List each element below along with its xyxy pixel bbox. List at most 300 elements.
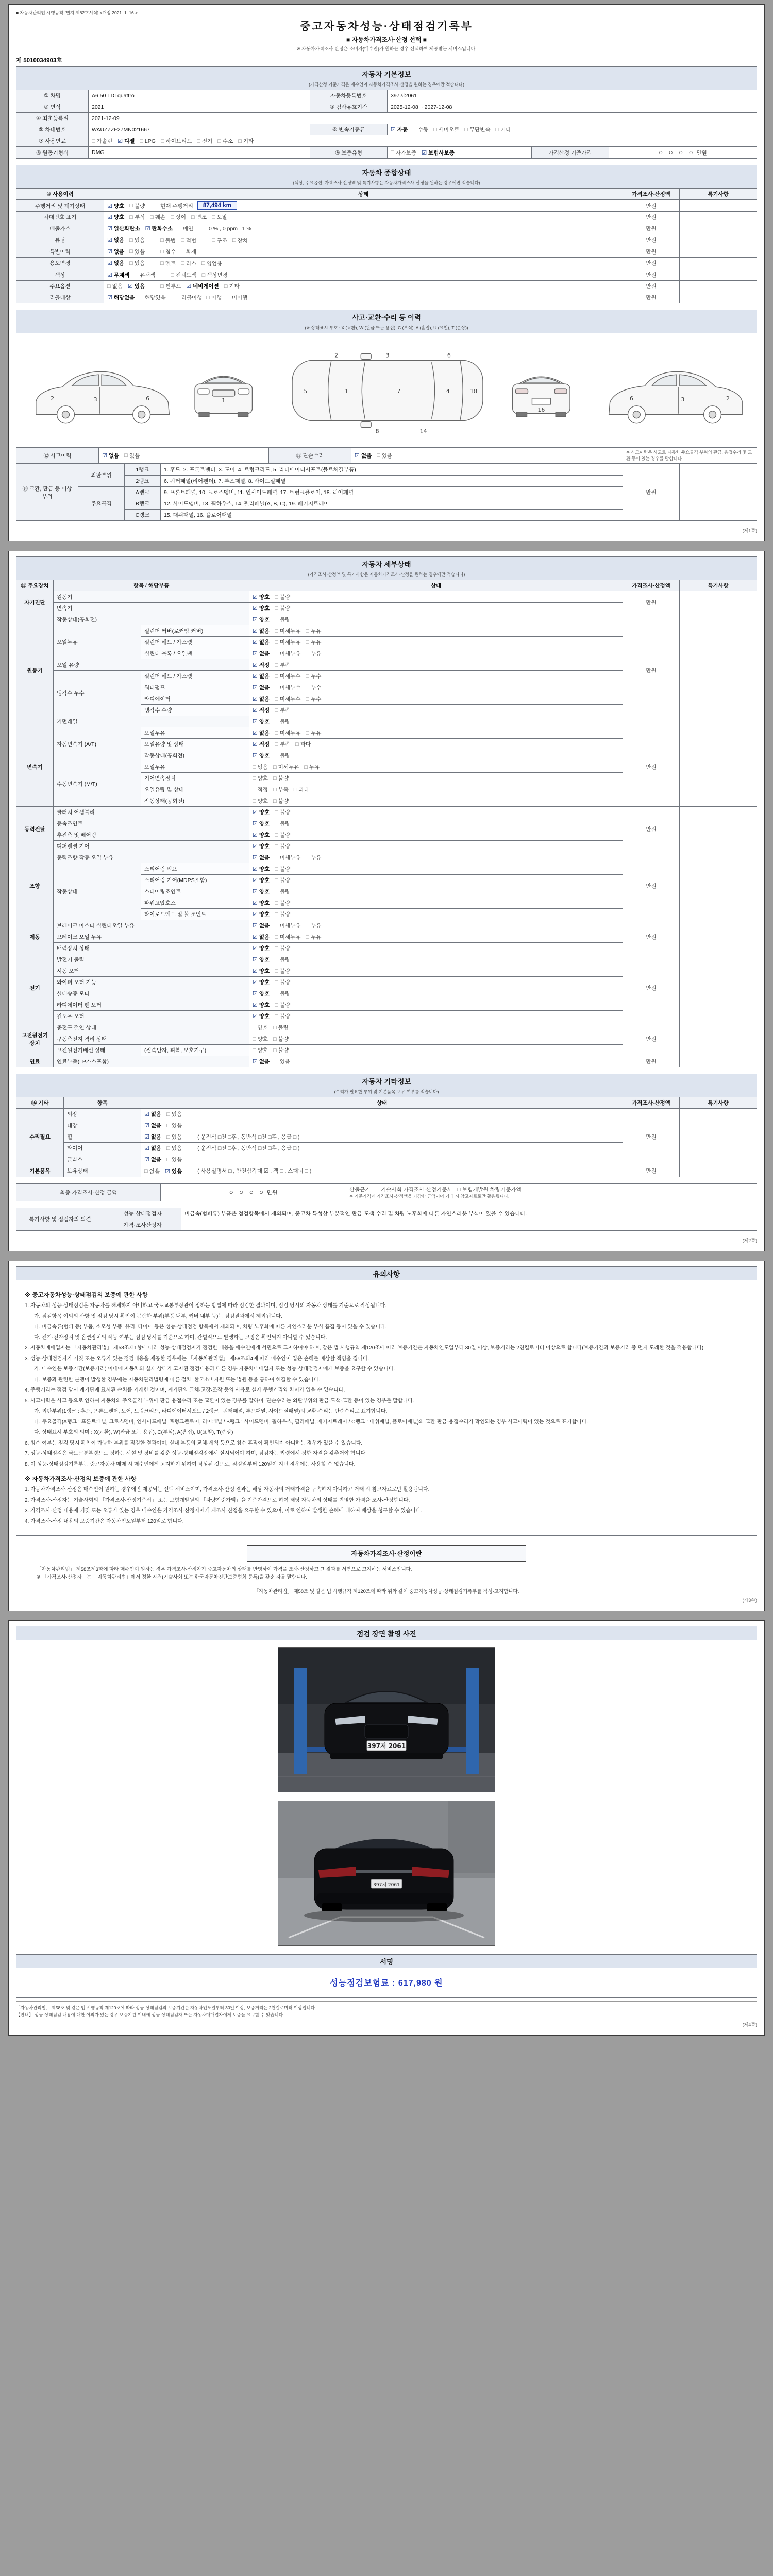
- checkbox-label: 없음: [150, 1157, 162, 1163]
- checkbox-option[interactable]: [140, 294, 165, 301]
- checkbox-option[interactable]: [129, 236, 145, 244]
- checkbox-option[interactable]: [212, 236, 227, 244]
- checkbox-option[interactable]: [275, 865, 290, 873]
- checkbox-option[interactable]: [253, 899, 270, 907]
- option-group: [253, 774, 294, 782]
- checkbox-option[interactable]: [224, 282, 240, 290]
- checkbox-label: 전기: [201, 138, 213, 144]
- pricing-definition-lines: [37, 1566, 736, 1581]
- checkbox-option[interactable]: [275, 638, 300, 646]
- checkbox-option[interactable]: [275, 842, 290, 850]
- detail-row: [16, 727, 757, 739]
- price-cell: 만원: [623, 1022, 680, 1056]
- checkbox-option[interactable]: [253, 808, 270, 816]
- checkbox-option[interactable]: [253, 956, 270, 963]
- checkbox-option[interactable]: [253, 933, 270, 941]
- checkbox-option[interactable]: [212, 213, 227, 221]
- checkbox-label: 미세누유: [279, 628, 301, 634]
- option-group: [160, 260, 227, 267]
- checkbox-option[interactable]: [107, 236, 124, 244]
- notice-line: 4. 가격조사·산정 내용의 보증기간은 자동차인도일부터 120일로 합니다.: [25, 1518, 184, 1524]
- checkbox-option[interactable]: [253, 820, 270, 827]
- field-label-warranty: ⑨ 보증유형: [310, 147, 388, 159]
- etc-group-label: 수리필요: [16, 1109, 64, 1165]
- note-cell: [680, 852, 757, 920]
- checkbox-option[interactable]: [253, 1024, 268, 1031]
- checkbox-icon: ☑: [253, 855, 258, 861]
- checkbox-option[interactable]: [202, 271, 228, 279]
- checkbox-option[interactable]: [275, 661, 290, 669]
- checkbox-label: LPG: [144, 138, 156, 144]
- option-group: [253, 967, 295, 975]
- option-group: [253, 831, 295, 839]
- checkbox-option[interactable]: [273, 1035, 289, 1043]
- checkbox-option[interactable]: [217, 137, 233, 145]
- checkbox-icon: □: [166, 1145, 170, 1151]
- checkbox-option[interactable]: [171, 213, 186, 221]
- checkbox-option[interactable]: [144, 1167, 160, 1175]
- checkbox-option[interactable]: [253, 865, 270, 873]
- checkbox-label: 디젤: [124, 138, 135, 144]
- checkbox-option[interactable]: [306, 672, 321, 680]
- detail-item-label: 추진축 및 베어링: [54, 829, 249, 841]
- detail-item-label: 등속조인트: [54, 818, 249, 829]
- checkbox-option[interactable]: [253, 922, 270, 929]
- checkbox-option[interactable]: [129, 202, 145, 210]
- checkbox-label: 변조: [196, 214, 207, 221]
- checkbox-option[interactable]: [253, 842, 270, 850]
- detail-state-table: [16, 580, 757, 1067]
- svg-text:6: 6: [629, 395, 633, 402]
- summary-item-state: [104, 258, 623, 269]
- checkbox-option[interactable]: [275, 876, 290, 884]
- checkbox-icon: □: [457, 1186, 461, 1193]
- checkbox-option[interactable]: [413, 126, 428, 133]
- checkbox-option[interactable]: [166, 1156, 182, 1163]
- checkbox-option[interactable]: [253, 627, 270, 635]
- checkbox-option[interactable]: [253, 661, 270, 669]
- section-header-accident: [16, 310, 757, 333]
- checkbox-option[interactable]: [166, 1122, 182, 1129]
- opinions-label: 특기사항 및 점검자의 의견: [16, 1208, 104, 1231]
- checkbox-option[interactable]: [107, 294, 135, 301]
- checkbox-option[interactable]: [124, 452, 140, 460]
- checkbox-option[interactable]: [107, 213, 124, 221]
- checkbox-icon: ☑: [422, 149, 427, 156]
- checkbox-option[interactable]: [275, 967, 290, 975]
- price-cell: 만원: [623, 920, 680, 954]
- checkbox-option[interactable]: [253, 616, 270, 623]
- checkbox-option[interactable]: [160, 260, 176, 267]
- checkbox-option[interactable]: [186, 282, 219, 290]
- checkbox-icon: □: [201, 272, 206, 278]
- checkbox-option[interactable]: [144, 1110, 161, 1118]
- checkbox-option[interactable]: [253, 672, 270, 680]
- option-group: [144, 1110, 187, 1118]
- checkbox-icon: □: [275, 922, 278, 929]
- checkbox-option[interactable]: [253, 910, 270, 918]
- checkbox-option[interactable]: [253, 650, 270, 657]
- checkbox-option[interactable]: [253, 604, 270, 612]
- checkbox-option[interactable]: [117, 137, 135, 145]
- checkbox-option[interactable]: [275, 729, 300, 737]
- checkbox-icon: □: [413, 126, 416, 133]
- checkbox-icon: □: [391, 149, 394, 156]
- checkbox-option[interactable]: [306, 922, 321, 929]
- option-group: [253, 990, 295, 997]
- basic-row-name: [16, 90, 757, 101]
- checkbox-option[interactable]: [238, 137, 254, 145]
- checkbox-option[interactable]: [253, 990, 270, 997]
- checkbox-option[interactable]: [227, 294, 247, 301]
- svg-text:6: 6: [447, 352, 451, 359]
- checkbox-option[interactable]: [253, 774, 268, 782]
- checkbox-option[interactable]: [391, 126, 408, 133]
- checkbox-icon: □: [275, 707, 278, 714]
- checkbox-option[interactable]: [144, 1122, 161, 1129]
- checkbox-option[interactable]: [145, 225, 173, 232]
- transmission-options: [388, 124, 757, 135]
- checkbox-option[interactable]: [253, 888, 270, 895]
- checkbox-option[interactable]: [275, 740, 290, 748]
- checkbox-option[interactable]: [197, 137, 212, 145]
- rank-c-label: C랭크: [125, 510, 161, 521]
- checkbox-option[interactable]: [496, 126, 511, 133]
- checkbox-option[interactable]: [144, 1144, 161, 1152]
- checkbox-option[interactable]: [253, 740, 270, 748]
- checkbox-label: 누유: [309, 764, 320, 770]
- checkbox-label: 없음: [150, 1123, 162, 1129]
- checkbox-label: 누유: [311, 628, 322, 634]
- checkbox-option[interactable]: [273, 774, 289, 782]
- checkbox-option[interactable]: [377, 452, 392, 460]
- checkbox-option[interactable]: [160, 236, 176, 244]
- checkbox-label: 영업용: [206, 260, 223, 267]
- checkbox-icon: ☑: [391, 127, 396, 133]
- checkbox-option[interactable]: [275, 752, 290, 759]
- checkbox-option[interactable]: [306, 695, 321, 703]
- checkbox-option[interactable]: [129, 248, 145, 256]
- checkbox-option[interactable]: [92, 137, 112, 145]
- checkbox-option[interactable]: [253, 638, 270, 646]
- device-group-label: 전기: [16, 954, 54, 1022]
- checkbox-option[interactable]: [253, 797, 268, 805]
- checkbox-option[interactable]: [275, 990, 290, 997]
- checkbox-option[interactable]: [107, 248, 124, 256]
- checkbox-option[interactable]: [457, 1185, 521, 1193]
- checkbox-label: 유채색: [139, 272, 156, 278]
- checkbox-option[interactable]: [135, 271, 155, 279]
- detail-item-label: 냉각수 누수: [54, 671, 141, 716]
- checkbox-option[interactable]: [275, 910, 290, 918]
- checkbox-label: 불량: [279, 866, 291, 872]
- checkbox-option[interactable]: [275, 933, 300, 941]
- checkbox-icon: ☑: [253, 945, 258, 952]
- checkbox-option[interactable]: [107, 282, 123, 290]
- checkbox-option[interactable]: [107, 225, 140, 232]
- price-cell: 만원: [623, 954, 680, 1022]
- checkbox-option[interactable]: [273, 763, 299, 771]
- checkbox-option[interactable]: [129, 259, 145, 267]
- checkbox-option[interactable]: [275, 706, 290, 714]
- checkbox-option[interactable]: [181, 260, 196, 267]
- checkbox-option[interactable]: [295, 740, 311, 748]
- checkbox-option[interactable]: [275, 899, 290, 907]
- checkbox-option[interactable]: [107, 202, 124, 210]
- checkbox-icon: □: [275, 877, 278, 884]
- section-header-summary: [16, 165, 757, 188]
- final-price-digits: ○ ○ ○ ○: [229, 1188, 266, 1196]
- checkbox-option[interactable]: [178, 225, 193, 232]
- checkbox-icon: ☑: [253, 911, 258, 918]
- summary-header-row: [16, 189, 757, 200]
- checkbox-option[interactable]: [273, 1024, 289, 1031]
- inspection-photos: [16, 1647, 757, 1946]
- checkbox-icon: □: [275, 752, 278, 759]
- checkbox-option[interactable]: [166, 1110, 182, 1118]
- etc-header-cat: ⑯ 기타: [16, 1097, 64, 1109]
- checkbox-icon: □: [275, 1058, 278, 1065]
- checkbox-icon: □: [304, 764, 308, 770]
- checkbox-option[interactable]: [376, 1185, 452, 1193]
- checkbox-option[interactable]: [275, 854, 300, 861]
- option-group: [107, 282, 150, 290]
- checkbox-option[interactable]: [253, 978, 270, 986]
- checkbox-option[interactable]: [166, 1133, 182, 1141]
- summary-item-state: [104, 269, 623, 281]
- checkbox-icon: □: [206, 294, 210, 301]
- checkbox-option[interactable]: [306, 933, 321, 941]
- checkbox-option[interactable]: [201, 260, 222, 267]
- option-group: [144, 1144, 187, 1152]
- checkbox-option[interactable]: [275, 672, 300, 680]
- checkbox-option[interactable]: [294, 786, 309, 793]
- checkbox-option[interactable]: [464, 126, 490, 133]
- svg-text:3: 3: [681, 396, 685, 403]
- detail-state: [249, 795, 623, 807]
- checkbox-option[interactable]: [161, 137, 192, 145]
- opinion-role-inspector: 성능·상태점검자: [104, 1208, 181, 1219]
- checkbox-label: 없음: [259, 696, 270, 702]
- checkbox-option[interactable]: [253, 1035, 268, 1043]
- checkbox-option[interactable]: [433, 126, 459, 133]
- checkbox-option[interactable]: [273, 1046, 289, 1054]
- detail-item-label: 충전구 절연 상태: [54, 1022, 249, 1033]
- checkbox-option[interactable]: [306, 638, 321, 646]
- checkbox-option[interactable]: [275, 831, 290, 839]
- detail-state: [249, 943, 623, 954]
- checkbox-option[interactable]: [275, 695, 300, 703]
- checkbox-option[interactable]: [253, 763, 268, 771]
- checkbox-option[interactable]: [275, 922, 300, 929]
- checkbox-icon: ☑: [253, 628, 258, 634]
- checkbox-option[interactable]: [253, 1046, 268, 1054]
- checkbox-option[interactable]: [150, 213, 165, 221]
- etc-state: [141, 1154, 623, 1165]
- price-cell: 만원: [623, 1109, 680, 1165]
- checkbox-option[interactable]: [253, 593, 270, 601]
- checkbox-icon: ☑: [253, 889, 258, 895]
- form-reference: ■ 자동차관리법 시행규칙 [별지 제82호서식] <개정 2021. 1. 16.>: [16, 10, 138, 15]
- final-price-basis: [346, 1183, 757, 1201]
- checkbox-option[interactable]: [273, 786, 289, 793]
- price-cell: 만원: [623, 591, 680, 614]
- checkbox-option[interactable]: [253, 967, 270, 975]
- detail-state: [249, 977, 623, 988]
- checkbox-option[interactable]: [253, 718, 270, 725]
- checkbox-option[interactable]: [391, 149, 416, 157]
- checkbox-option[interactable]: [166, 1144, 182, 1152]
- detail-item-label: 작동상태(공회전): [54, 614, 249, 625]
- checkbox-option[interactable]: [306, 854, 321, 861]
- field-label-base-price: 가격산정 기준가격: [532, 147, 609, 159]
- field-label-fuel: ⑦ 사용연료: [16, 135, 89, 147]
- checkbox-icon: ☑: [253, 843, 258, 850]
- checkbox-option[interactable]: [102, 452, 119, 460]
- checkbox-option[interactable]: [275, 978, 290, 986]
- checkbox-label: 미세누유: [279, 651, 301, 657]
- checkbox-option[interactable]: [253, 944, 270, 952]
- etc-state: [141, 1165, 623, 1177]
- rank-b-items: 12. 사이드멤버, 13. 휠하우스, 14. 필러패널(A, B, C), 19. 패키지트레이: [161, 498, 623, 510]
- checkbox-option[interactable]: [144, 1133, 161, 1141]
- checkbox-option[interactable]: [253, 1012, 270, 1020]
- checkbox-option[interactable]: [253, 695, 270, 703]
- checkbox-label: 있음: [171, 1111, 182, 1117]
- checkbox-option[interactable]: [253, 876, 270, 884]
- checkbox-option[interactable]: [232, 236, 248, 244]
- checkbox-label: 부족: [278, 787, 289, 793]
- checkbox-option[interactable]: [275, 1001, 290, 1009]
- detail-item-label: 연료누출(LP가스포함): [54, 1056, 249, 1067]
- checkbox-option[interactable]: [253, 752, 270, 759]
- detail-item-label: 디퍼렌셜 기어: [54, 841, 249, 852]
- checkbox-option[interactable]: [304, 763, 320, 771]
- checkbox-option[interactable]: [273, 797, 289, 805]
- checkbox-label: 없음: [150, 1145, 162, 1151]
- rank-2-label: 2랭크: [125, 476, 161, 487]
- checkbox-option[interactable]: [275, 888, 290, 895]
- checkbox-label: 불량: [279, 1002, 291, 1008]
- checkbox-option[interactable]: [191, 213, 207, 221]
- checkbox-label: 미세누수: [279, 673, 301, 680]
- option-group: [253, 876, 295, 884]
- checkbox-label: 없음: [257, 764, 268, 770]
- checkbox-option[interactable]: [253, 1058, 270, 1065]
- rank-1-items: 1. 후드, 2. 프론트펜더, 3. 도어, 4. 트렁크리드, 5. 라디에이터서포트(볼트체결부품): [161, 464, 623, 476]
- checkbox-option[interactable]: [165, 1167, 182, 1175]
- checkbox-label: 양호: [259, 843, 270, 850]
- detail-state: [249, 1033, 623, 1045]
- checkbox-option[interactable]: [107, 259, 124, 267]
- checkbox-label: 있음: [279, 1059, 291, 1065]
- checkbox-label: 있음: [171, 1134, 182, 1140]
- checkbox-option[interactable]: [160, 248, 176, 256]
- summary-item-label: 튜닝: [16, 234, 104, 246]
- accident-history-options: [99, 448, 269, 464]
- checkbox-icon: □: [171, 272, 175, 278]
- note-cell: [680, 258, 757, 269]
- checkbox-option[interactable]: [275, 616, 290, 623]
- checkbox-option[interactable]: [129, 213, 145, 221]
- checkbox-option[interactable]: [206, 294, 222, 301]
- checkbox-icon: □: [275, 843, 278, 850]
- checkbox-option[interactable]: [171, 271, 196, 279]
- checkbox-label: 미세누유: [279, 855, 301, 861]
- checkbox-label: 없음: [259, 855, 270, 861]
- checkbox-option[interactable]: [306, 650, 321, 657]
- checkbox-label: 불량: [279, 968, 291, 974]
- price-cell: 만원: [623, 223, 680, 234]
- checkbox-option[interactable]: [275, 944, 290, 952]
- detail-state: [249, 1056, 623, 1067]
- checkbox-icon: ☑: [144, 1145, 149, 1151]
- checkbox-option[interactable]: [275, 808, 290, 816]
- checkbox-option[interactable]: [128, 282, 145, 290]
- checkbox-option[interactable]: [275, 1058, 290, 1065]
- checkbox-option[interactable]: [306, 729, 321, 737]
- checkbox-icon: □: [217, 138, 221, 144]
- checkbox-option[interactable]: [355, 452, 372, 460]
- checkbox-label: 양호: [259, 821, 270, 827]
- checkbox-option[interactable]: [253, 1001, 270, 1009]
- checkbox-option[interactable]: [253, 729, 270, 737]
- checkbox-option[interactable]: [160, 282, 181, 290]
- checkbox-option[interactable]: [275, 718, 290, 725]
- svg-text:14: 14: [419, 428, 427, 435]
- frame-panel-label: 주요골격: [78, 487, 125, 521]
- note-cell: [680, 727, 757, 807]
- field-label-car-name: ① 차명: [16, 90, 89, 101]
- checkbox-option[interactable]: [422, 149, 455, 157]
- exchange-title: ⑭ 교환, 판금 등 이상 부위: [16, 464, 78, 521]
- checkbox-option[interactable]: [306, 627, 321, 635]
- checkbox-option[interactable]: [275, 627, 300, 635]
- option-group: [253, 729, 326, 737]
- etc-header-item: 항목: [64, 1097, 141, 1109]
- checkbox-label: 있음: [171, 1157, 182, 1163]
- summary-item-state: [104, 212, 623, 223]
- note-cell: [680, 200, 757, 212]
- checkbox-icon: □: [166, 1133, 170, 1140]
- checkbox-option[interactable]: [275, 956, 290, 963]
- checkbox-label: 미세누수: [279, 685, 301, 691]
- checkbox-option[interactable]: [253, 684, 270, 691]
- page-subtitle-note: ※ 자동차가격조사·산정은 소비자(매수인)가 원하는 경우 선택하여 제공받는 서비스입니다.: [296, 46, 477, 52]
- option-group: [253, 763, 325, 771]
- checkbox-option[interactable]: [253, 706, 270, 714]
- checkbox-option[interactable]: [253, 786, 268, 793]
- checkbox-icon: ☑: [144, 1123, 149, 1129]
- checkbox-option[interactable]: [253, 854, 270, 861]
- checkbox-option[interactable]: [275, 593, 290, 601]
- detail-part-label: 오일누유: [141, 761, 249, 773]
- checkbox-option[interactable]: [181, 236, 196, 244]
- checkbox-option[interactable]: [306, 684, 321, 691]
- checkbox-option[interactable]: [275, 604, 290, 612]
- checkbox-option[interactable]: [275, 684, 300, 691]
- checkbox-option[interactable]: [275, 650, 300, 657]
- checkbox-option[interactable]: [181, 248, 196, 256]
- checkbox-label: 없음: [113, 237, 125, 243]
- checkbox-option[interactable]: [253, 831, 270, 839]
- checkbox-option[interactable]: [275, 820, 290, 827]
- option-group: [107, 271, 160, 279]
- checkbox-option[interactable]: [144, 1156, 161, 1163]
- checkbox-option[interactable]: [107, 271, 129, 279]
- checkbox-option[interactable]: [140, 138, 156, 144]
- checkbox-option[interactable]: [275, 1012, 290, 1020]
